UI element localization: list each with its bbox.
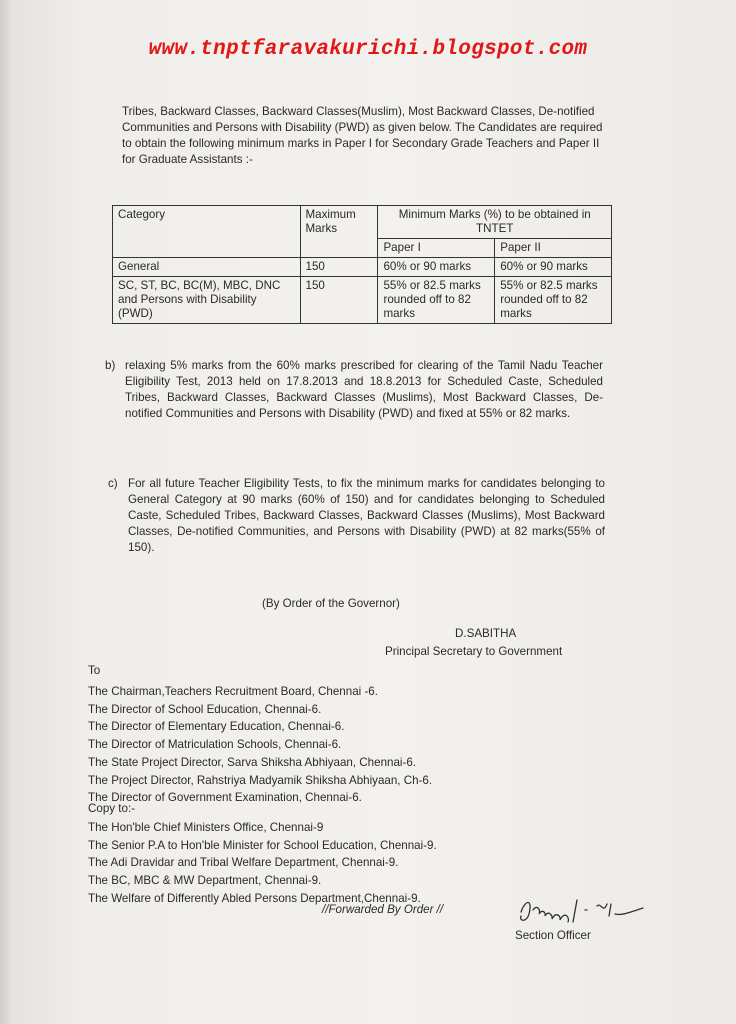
list-item: The Director of Government Examination, Chennai-6. (88, 791, 362, 805)
copy-list (88, 819, 437, 908)
list-item: The Project Director, Rahstriya Madyamik Shiksha Abhiyaan, Ch-6. (88, 773, 433, 787)
addressee-list (88, 683, 432, 807)
list-item: The BC, MBC & MW Department, Chennai-9. (88, 874, 322, 888)
paragraph-b-label: b) (105, 359, 116, 372)
cell-category: General (113, 258, 301, 277)
list-item: The Adi Dravidar and Tribal Welfare Department, Chennai-9. (88, 856, 399, 870)
paragraph-c-label: c) (108, 477, 118, 490)
paragraph-c (108, 476, 605, 556)
cell-max: 150 (300, 277, 378, 324)
list-item: The Director of School Education, Chennai-6. (88, 702, 322, 716)
cell-paper-1: 55% or 82.5 marks rounded off to 82 marks (378, 277, 495, 324)
header-paper-2: Paper II (495, 239, 612, 258)
by-order-line: (By Order of the Governor) (262, 597, 400, 610)
copy-to-label: Copy to:- (88, 802, 136, 815)
cell-paper-1: 60% or 90 marks (378, 258, 495, 277)
header-maximum-marks: Maximum Marks (300, 206, 378, 258)
header-url-watermark: www.tnptfaravakurichi.blogspot.com (148, 38, 588, 61)
section-officer-label: Section Officer (515, 929, 591, 942)
paragraph-b (105, 358, 603, 422)
list-item: The Senior P.A to Hon'ble Minister for School Education, Chennai-9. (88, 838, 437, 852)
list-item: The State Project Director, Sarva Shiksha Abhiyaan, Chennai-6. (88, 755, 417, 769)
cell-category: SC, ST, BC, BC(M), MBC, DNC and Persons with Disability (PWD) (113, 277, 301, 324)
forwarded-by-order: //Forwarded By Order // (322, 903, 444, 916)
header-paper-1: Paper I (378, 239, 495, 258)
cell-paper-2: 60% or 90 marks (495, 258, 612, 277)
header-minimum-marks: Minimum Marks (%) to be obtained in TNTET (378, 206, 612, 239)
list-item: The Director of Elementary Education, Chennai-6. (88, 720, 345, 734)
intro-paragraph: Tribes, Backward Classes, Backward Classes(Muslim), Most Backward Classes, De-notified Communities and Persons with Disability (PWD) as given below. The Candidates are required to obtain the following minimum marks in Paper I for Secondary Grade Teachers and Paper II for Graduate Assistants :- (122, 105, 603, 166)
list-item: The Director of Matriculation Schools, Chennai-6. (88, 738, 342, 752)
list-item: The Hon'ble Chief Ministers Office, Chennai-9 (88, 821, 324, 834)
cell-max: 150 (300, 258, 378, 277)
cell-paper-2: 55% or 82.5 marks rounded off to 82 marks (495, 277, 612, 324)
minimum-marks-table (112, 205, 612, 324)
page-edge-shadow (0, 0, 14, 1024)
paragraph-c-text: For all future Teacher Eligibility Tests, to fix the minimum marks for candidates belonging to General Category at 90 marks (60% of 150) and for candidates belonging to Scheduled Caste, Scheduled Tribes, Backward Classes, Backward Classes (Muslims), Most Backward Classes, De-notified Communities, and Persons with Disability (PWD) at 82 marks(55% of 150). (128, 477, 605, 554)
handwritten-signature (515, 892, 645, 928)
header-category: Category (113, 206, 301, 258)
signatory-name: D.SABITHA (455, 627, 517, 640)
table-row (113, 258, 612, 277)
table-row (113, 277, 612, 324)
list-item: The Welfare of Differently Abled Persons Department,Chennai-9. (88, 891, 421, 905)
paragraph-b-text: relaxing 5% marks from the 60% marks prescribed for clearing of the Tamil Nadu Teacher Eligibility Test, 2013 held on 17.8.2013 and 18.8.2013 for Scheduled Caste, Scheduled Tribes, Backward Classes, Backward Classes (Muslims), Most Backward Classes, De-notified Communities and Persons with Disability (PWD) and fixed at 55% or 82 marks. (125, 359, 603, 420)
signatory-title: Principal Secretary to Government (385, 645, 563, 658)
to-label: To (88, 664, 101, 677)
list-item: The Chairman,Teachers Recruitment Board, Chennai -6. (88, 685, 378, 698)
